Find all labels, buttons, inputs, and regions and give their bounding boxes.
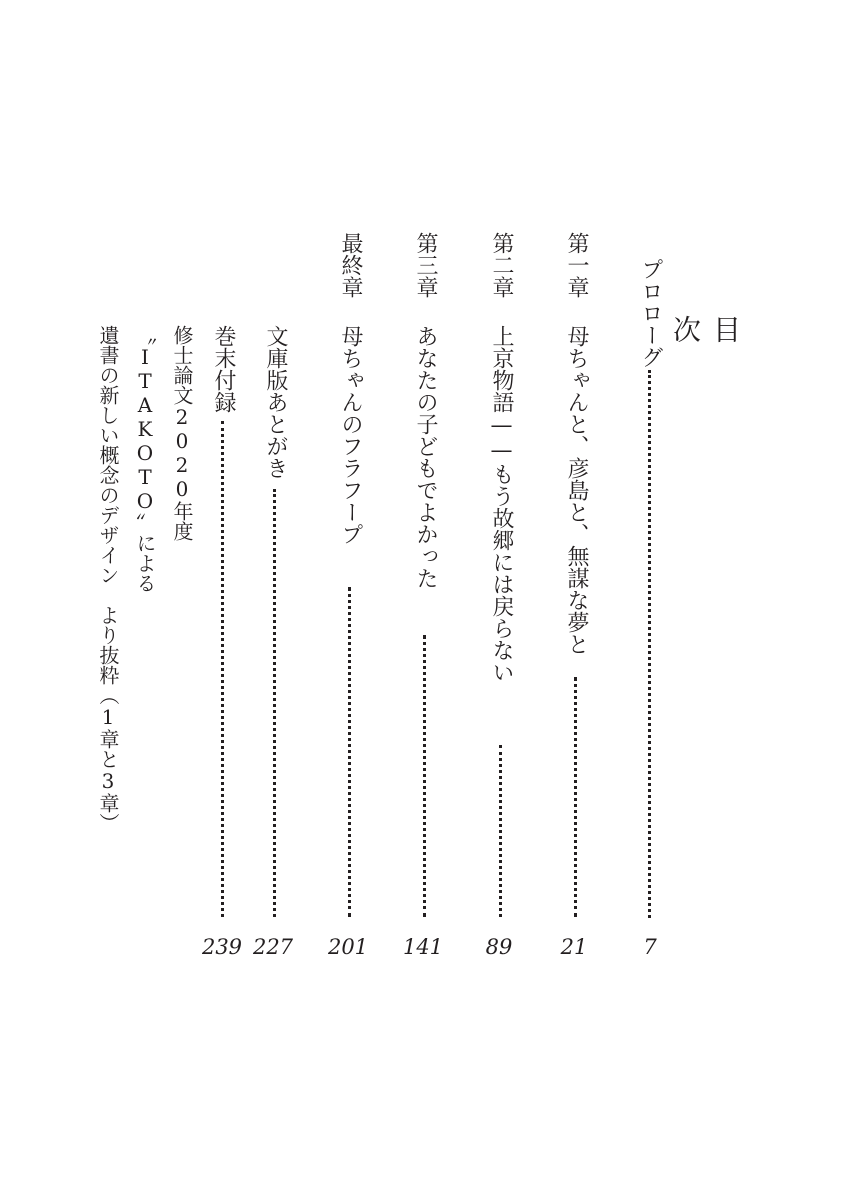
chapter-label: 第三章	[413, 232, 438, 298]
toc-entry-text: 母ちゃんと、彦島と、無謀な夢と	[564, 325, 589, 655]
toc-entry-prologue[interactable]	[633, 258, 667, 958]
toc-entry-chapter-1[interactable]	[559, 325, 593, 1025]
chapter-label: 第二章	[489, 232, 514, 298]
toc-entry-chapter-2[interactable]	[484, 325, 518, 1025]
toc-page-number: 239	[201, 935, 243, 959]
leader-dots	[423, 635, 426, 917]
appendix-subtitle-line-3: 遺書の新しい概念のデザイン より抜粋（1章と3章）	[96, 325, 120, 833]
toc-entry-text: 上京物語——もう故郷には戻らない	[489, 325, 514, 683]
appendix-subtitle-line-2: 〝ITAKOTO〟による	[133, 325, 157, 593]
leader-dots	[348, 587, 351, 917]
toc-page-number: 201	[327, 935, 369, 959]
toc-page-number: 227	[252, 935, 294, 959]
leader-dots	[648, 370, 651, 918]
toc-entry-final-chapter[interactable]	[333, 325, 367, 1025]
toc-entry-text: あなたの子どもでよかった	[413, 325, 438, 589]
toc-entry-text: プロローグ	[638, 258, 663, 368]
leader-dots	[273, 489, 276, 917]
toc-page-number: 7	[643, 935, 657, 959]
leader-dots	[221, 421, 224, 917]
toc-page-number: 89	[485, 935, 513, 959]
toc-entry-text: 巻末付録	[211, 325, 236, 413]
toc-entry-text: 母ちゃんのフラフープ	[338, 325, 363, 545]
chapter-label: 最終章	[338, 232, 363, 298]
toc-entry-chapter-3[interactable]	[408, 325, 442, 1025]
toc-entry-text: 文庫版あとがき	[263, 325, 288, 479]
appendix-subtitle-line-1: 修士論文2020年度	[170, 325, 194, 541]
toc-page-number: 141	[402, 935, 444, 959]
leader-dots	[499, 745, 502, 917]
toc-page-number: 21	[560, 935, 588, 959]
toc-entry-afterword[interactable]	[258, 325, 292, 1025]
toc-entry-appendix[interactable]	[206, 325, 240, 1025]
chapter-label: 第一章	[564, 232, 589, 298]
toc-title: 目 次	[669, 315, 742, 491]
leader-dots	[574, 677, 577, 917]
